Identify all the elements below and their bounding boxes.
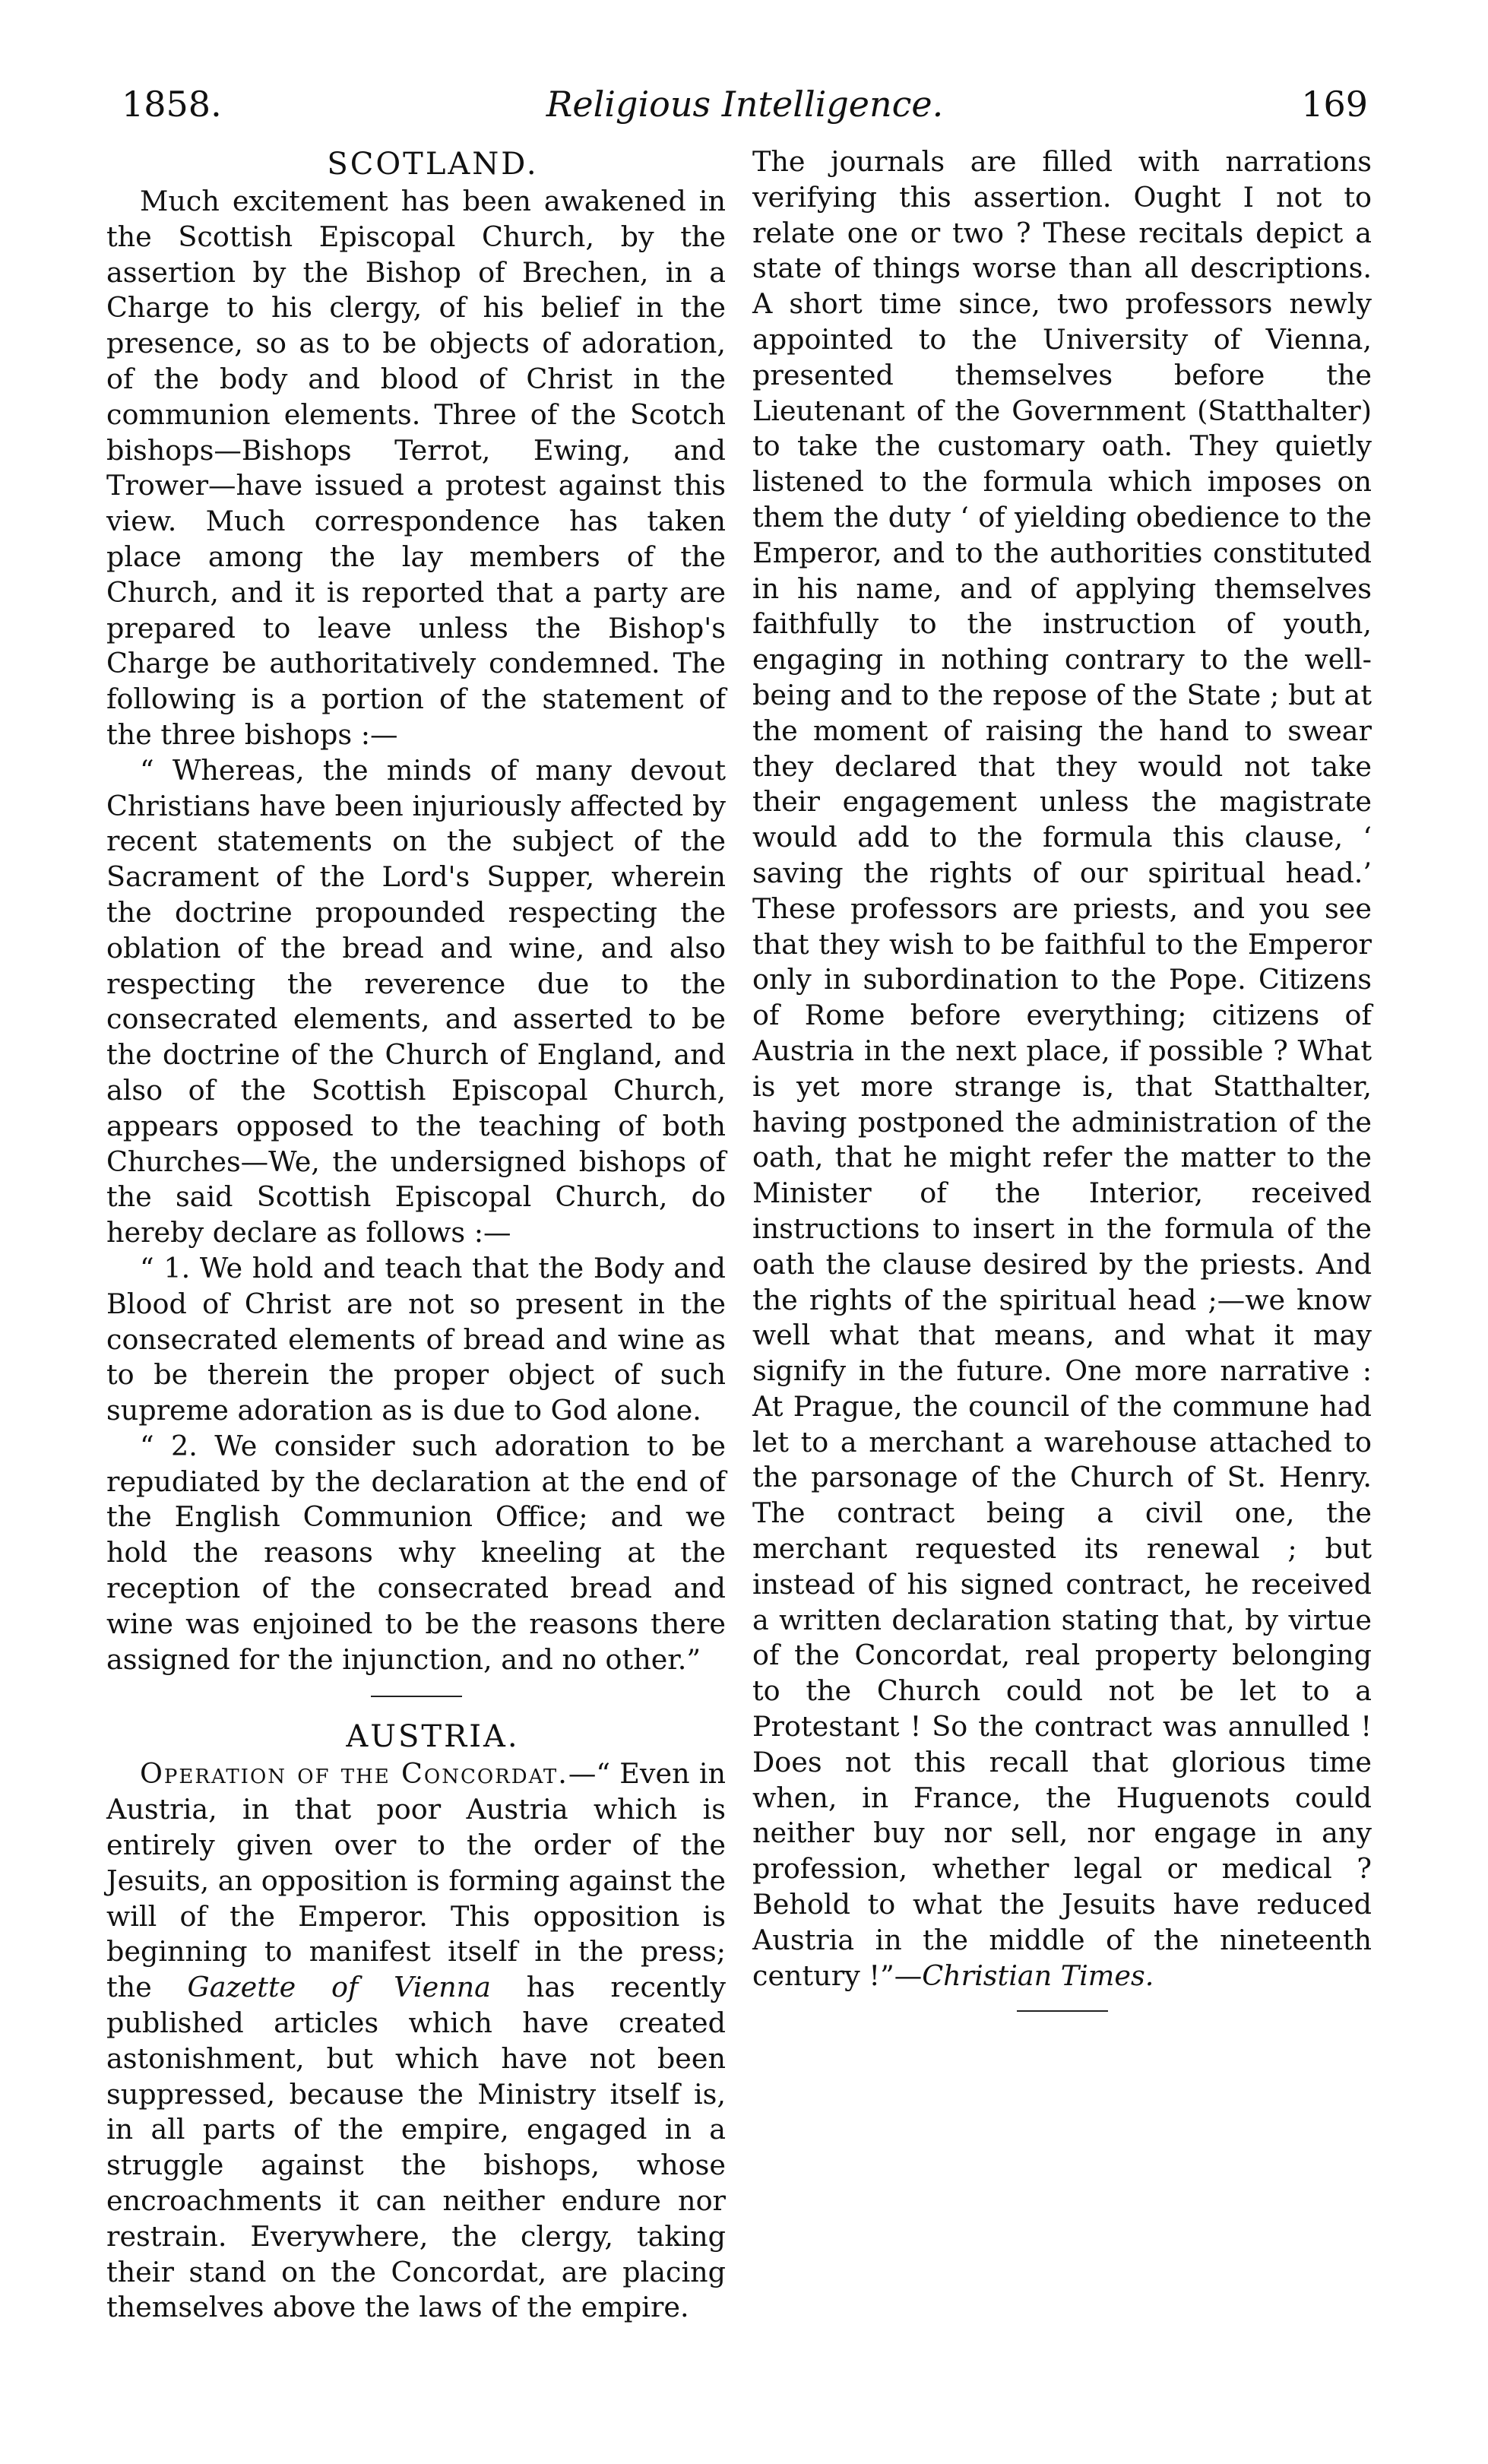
scotland-heading: SCOTLAND. (327, 147, 539, 182)
austria-continued-paragraph (752, 144, 1372, 1994)
point-2-paragraph: “ 2. We consider such adoration to be repudiated by the declaration at the end of the English Communion Office; and we hold the reasons why kneeling at the reception of the consecrated bread and wine was enjoined to be the reasons there assigned for the injunction, and no other.” (106, 1429, 726, 1676)
section-divider (371, 1696, 462, 1697)
scotland-intro-paragraph: Much excitement has been awakened in the Scottish Episcopal Church, by the assertion by the Bishop of Brechen, in a Charge to his clergy, of his belief in the presence, so as to be objects of adoration, of the body and blood of Christ in the communion elements. Three of the Scotch bishops—Bishops Terrot, Ewing, and Trower—have issued a protest against this view. Much correspondence has taken place among the lay members of the Church, and it is reported that a party are prepared to leave unless the Bishop's Charge be authoritatively condemned. The following is a portion of the statement of the three bishops :— (106, 185, 726, 751)
austria-heading: AUSTRIA. (346, 1719, 520, 1755)
austria-paragraph (106, 1756, 726, 2326)
austria-text-part2-b: The journals are filled with narrations verifying this assertion. Ought I not to relate one or two ? These recitals depict a state of things worse than all descriptions. A short time since, two professors newly appointed to the University of Vienna, presented themselves before the Lieutenant of the Government (Statthalter) to take the customary oath. They quietly listened to the formula which imposes on them the duty ‘ of yielding obedience to the Emperor, and to the authorities constituted in his name, and of applying themselves faithfully to the instruction of youth, engaging in nothing contrary to the well-being and to the repose of the State ; but at the moment of raising the hand to swear they declared that they would not take their engagement unless the magistrate would add to the formula this clause, ‘ saving the rights of our spiritual head.’ These professors are priests, and you see that they wish to be faithful to the Emperor only in subordination to the Pope. Citizens of Rome before everything; citizens of Austria in the next place, if possible ? What is yet more strange is, that Statthalter, having postponed the administration of the oath, that he might refer the matter to the Minister of the Interior, received instructions to insert in the formula of the oath the clause desired by the priests. And the rights of the spiritual head ;—we know well what that means, and what it may signify in the future. One more narrative : At Prague, the council of the commune had let to a merchant a warehouse attached to the parsonage of the Church of St. Henry. The contract being a civil one, the merchant requested its renewal ; but instead of his signed contract, he received a written declaration stating that, by virtue of the Concordat, real property belonging to the Church could not be let to a Protestant ! So the contract was annulled ! Does not this recall that glorious time when, in France, the Huguenots could neither buy nor sell, nor engage in any profession, whether legal or medical ? Behold to what the Jesuits have reduced Austria in the middle of the nineteenth century !”— (752, 145, 1372, 1992)
right-column (752, 144, 1372, 2032)
running-head (122, 84, 1368, 137)
left-column (106, 144, 726, 2326)
end-divider (1017, 2010, 1108, 2012)
page-number: 169 (1301, 84, 1368, 125)
whereas-paragraph: “ Whereas, the minds of many devout Christians have been injuriously affected by recent statements on the subject of the Sacrament of the Lord's Supper, wherein the doctrine propounded respecting the oblation of the bread and wine, and also respecting the reverence due to the consecrated elements, and asserted to be the doctrine of the Church of England, and also of the Scottish Episcopal Church, appears opposed to the teaching of both Churches—We, the undersigned bishops of the said Scottish Episcopal Church, do hereby declare as follows :— (106, 753, 726, 1249)
austria-text-part2-a: has recently published articles which have created astonishment, but which have not been suppressed, because the Ministry itself is, in all parts of the empire, engaged in a struggle against the bishops, whose encroachments it can neither endure nor restrain. Everywhere, the clergy, taking their stand on the Concordat, are placing themselves above the laws of the empire. (106, 1971, 726, 2324)
header-year: 1858. (122, 84, 222, 125)
gazette-title: Gazette of Vienna (187, 1971, 491, 2004)
austria-text-part1: —“ Even in Austria, in that poor Austria which is entirely given over to the order of the Jesuits, an opposition is forming against the will of the Emperor. This opposition is beginning to manifest itself in the press; the (106, 1757, 727, 2004)
point-1-paragraph: “ 1. We hold and teach that the Body and Blood of Christ are not so present in the consecrated elements of bread and wine as to be therein the proper object of such supreme adoration as is due to God alone. (106, 1251, 726, 1427)
header-title: Religious Intelligence. (546, 84, 944, 125)
source-attribution: Christian Times. (922, 1959, 1154, 1992)
austria-subhead: Operation of the Concordat. (140, 1757, 568, 1791)
